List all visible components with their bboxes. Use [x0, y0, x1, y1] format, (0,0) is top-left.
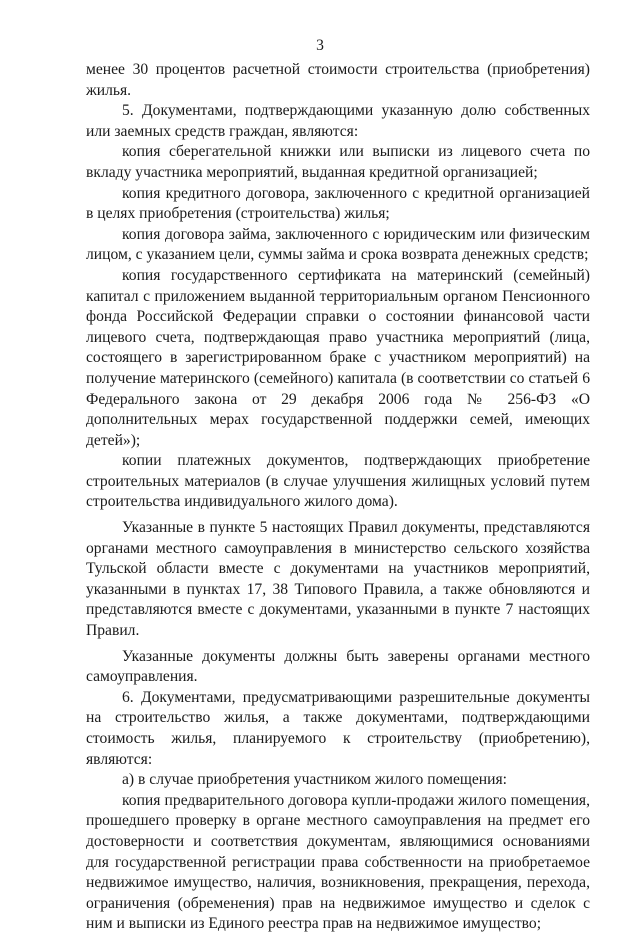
paragraph-item-5: 5. Документами, подтверждающими указанную долю собственных или заемных средств граждан, являются: [86, 102, 590, 140]
paragraph-continuation: менее 30 процентов расчетной стоимости строительства (приобретения) жилья. [86, 61, 590, 99]
paragraph-certification: Указанные документы должны быть заверены органами местного самоуправления. [86, 647, 590, 686]
paragraph-preliminary-contract: копия предварительного договора купли-продажи жилого помещения, прошедшего проверку в органе местного самоуправления на предмет его достоверности и соответствия документам, являющимися основаниями для государственной регистрации права собственности на приобретаемое недвижимое имущество, наличия, возникновения, прекращения, перехода, ограничения (обременения) прав на недвижимое имущество и сделок с ним и выписки из Единого реестра прав на недвижимое имущество; [86, 791, 590, 933]
paragraph-savings-book: копия сберегательной книжки или выписки из лицевого счета по вкладу участника мероприятий, выданная кредитной организацией; [86, 143, 590, 181]
paragraph-item-6: 6. Документами, предусматривающими разрешительные документы на строительство жилья, а также документами, подтверждающими стоимость жилья, планируемого к строительству (приобретению), являются: [86, 688, 590, 768]
paragraph-maternity-capital: копия государственного сертификата на материнский (семейный) капитал с приложением выданной территориальным органом Пенсионного фонда Российской Федерации справки о состоянии финансовой части лицевого счета, подтверждающая право участника мероприятий (лица, состоящего в зарегистрированном браке с участником мероприятий) на получение материнского (семейного) капитала (в соответствии со статьей 6 Федерального закона от 29 декабря 2006 года № 256-ФЗ «О дополнительных мерах государственной поддержки семей, имеющих детей»); [86, 266, 590, 449]
paragraph-loan-agreement: копия договора займа, заключенного с юридическим или физическим лицом, с указанием цели, суммы займа и срока возврата денежных средств; [86, 225, 590, 264]
page-number: 3 [316, 37, 324, 54]
paragraph-subitem-a: а) в случае приобретения участником жилого помещения: [122, 771, 507, 789]
paragraph-submission: Указанные в пункте 5 настоящих Правил документы, представляются органами местного самоуправления в министерство сельского хозяйства Тульской области вместе с документами на участников мероприятий, указанными в пунктах 17, 38 Типового Правила, а также обновляются и представляются вместе с документами, указанными в пункте 7 настоящих Правил. [86, 519, 590, 640]
paragraph-payment-documents: копии платежных документов, подтверждающих приобретение строительных материалов (в случае улучшения жилищных условий путем строительства индивидуального жилого дома). [86, 452, 590, 511]
document-body [86, 60, 590, 935]
paragraph-credit-agreement: копия кредитного договора, заключенного с кредитной организацией в целях приобретения (строительства) жилья; [86, 184, 590, 223]
